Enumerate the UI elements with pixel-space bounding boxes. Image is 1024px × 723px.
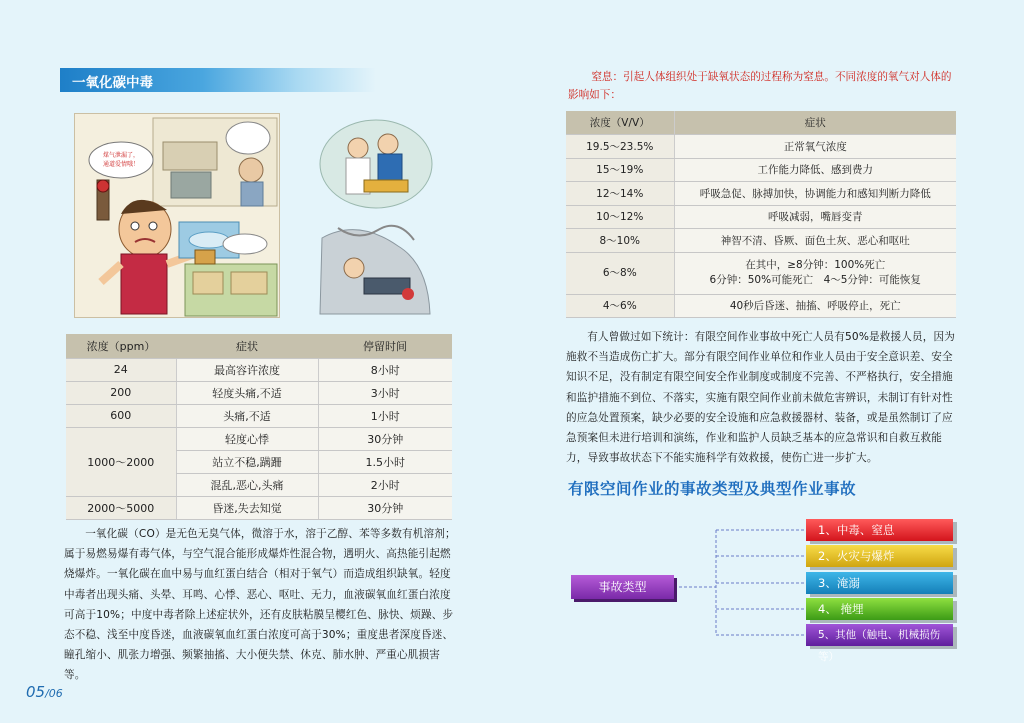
cell-concentration: 2000～5000 bbox=[66, 496, 176, 519]
cell-symptom: 40秒后昏迷、抽搐、呼吸停止，死亡 bbox=[674, 294, 956, 318]
table-row bbox=[566, 182, 956, 206]
accident-types-diagram bbox=[566, 512, 966, 663]
table-row bbox=[566, 294, 956, 318]
table-row bbox=[566, 158, 956, 182]
col-header-concentration: 浓度（ppm） bbox=[66, 334, 176, 358]
branch-fire-explosion: 2、火灾与爆炸 bbox=[806, 545, 953, 567]
cell-symptom: 轻度头痛,不适 bbox=[176, 381, 318, 404]
cell-duration: 8小时 bbox=[318, 358, 452, 381]
cell-concentration: 12～14% bbox=[566, 182, 674, 206]
accident-types-title: 有限空间作业的事故类型及典型作业事故 bbox=[568, 480, 857, 498]
cell-symptom: 呼吸急促、脉搏加快，协调能力和感知判断力降低 bbox=[674, 182, 956, 206]
table-row bbox=[66, 496, 452, 519]
cell-concentration: 200 bbox=[66, 381, 176, 404]
bubble-text: 煤气泄漏了， bbox=[102, 152, 140, 159]
cell-concentration: 15～19% bbox=[566, 158, 674, 182]
co-description-paragraph: 一氧化碳（CO）是无色无臭气体，微溶于水，溶于乙醇、苯等多数有机溶剂；属于易燃易爆有毒气体，与空气混合能形成爆炸性混合物，遇明火、高热能引起燃烧爆炸。一氧化碳在血中易与血红蛋白结合（相对于氧气）而造成组织缺氧。轻度中毒者出现头痛、头晕、耳鸣、心悸、恶心、呕吐、无力，血液碳氧血红蛋白浓度可高于10%；中度中毒者除上述症状外，还有皮肤粘膜呈樱红色、脉快、烦躁、步态不稳、浅至中度昏迷，血液碳氧血红蛋白浓度可高于30%；重度患者深度昏迷、瞳孔缩小、肌张力增强、频繁抽搐、大小便失禁、休克、肺水肿、严重心肌损害等。 bbox=[64, 528, 456, 682]
rescue-statistics-paragraph: 有人曾做过如下统计：有限空间作业事故中死亡人员有50%是救援人员，因为施救不当造成伤亡扩大。部分有限空间作业单位和作业人员由于安全意识差、安全知识不足，没有制定有限空间安全作业制度或制度不完善、不严格执行，安全措施和监护措施不到位、不落实，实施有限空间作业前未做危害辨识，未制订有针对性的应急处置预案，缺少必要的安全设施和应急救援器材、装备，或是虽然制订了应急预案但未进行培训和演练，作业和监护人员缺乏基本的应急常识和自救互救能力，导致事故状态下不能实施科学有效救援，使伤亡进一步扩大。 bbox=[566, 331, 955, 465]
cell-duration: 1.5小时 bbox=[318, 450, 452, 473]
cell-symptom bbox=[674, 252, 956, 294]
table-row bbox=[566, 205, 956, 229]
cell-duration: 30分钟 bbox=[318, 496, 452, 519]
cell-symptom: 头痛,不适 bbox=[176, 404, 318, 427]
illustration-co-poisoning bbox=[74, 113, 280, 318]
cell-concentration: 10～12% bbox=[566, 205, 674, 229]
cell-duration: 3小时 bbox=[318, 381, 452, 404]
section-header-co bbox=[60, 68, 376, 92]
illustration-rescue bbox=[318, 118, 434, 316]
cell-symptom: 站立不稳,蹒跚 bbox=[176, 450, 318, 473]
col-header-concentration: 浓度（V/V） bbox=[566, 111, 674, 135]
col-header-symptom: 症状 bbox=[176, 334, 318, 358]
svg-text:通道爱情哦！: 通道爱情哦！ bbox=[102, 161, 140, 168]
cell-symptom: 神智不清、昏厥、面色土灰、恶心和呕吐 bbox=[674, 229, 956, 253]
branch-other: 5、其他（触电、机械损伤等） bbox=[806, 624, 953, 646]
cell-symptom-line2: 6分钟：50%可能死亡 4～5分钟：可能恢复 bbox=[709, 274, 921, 286]
cell-symptom: 昏迷,失去知觉 bbox=[176, 496, 318, 519]
cell-concentration: 19.5～23.5% bbox=[566, 135, 674, 159]
table-row bbox=[66, 404, 452, 427]
table-header-row bbox=[66, 334, 452, 358]
table-row bbox=[66, 358, 452, 381]
cell-symptom: 混乱,恶心,头痛 bbox=[176, 473, 318, 496]
col-header-symptom: 症状 bbox=[674, 111, 956, 135]
col-header-duration: 停留时间 bbox=[318, 334, 452, 358]
table-row bbox=[566, 229, 956, 253]
table-header-row bbox=[566, 111, 956, 135]
cell-symptom: 轻度心悸 bbox=[176, 427, 318, 450]
root-node-accident-types: 事故类型 bbox=[571, 575, 674, 599]
cell-concentration: 6～8% bbox=[566, 252, 674, 294]
asphyxia-intro: 窒息：引起人体组织处于缺氧状态的过程称为窒息。不同浓度的氧气对人体的影响如下： bbox=[568, 71, 952, 101]
cell-concentration: 1000～2000 bbox=[66, 427, 176, 496]
branch-drowning: 3、淹溺 bbox=[806, 572, 953, 594]
section-title: 一氧化碳中毒 bbox=[72, 75, 153, 91]
cell-duration: 2小时 bbox=[318, 473, 452, 496]
cell-duration: 30分钟 bbox=[318, 427, 452, 450]
table-row bbox=[66, 381, 452, 404]
page-number bbox=[26, 682, 63, 701]
cell-symptom: 最高容许浓度 bbox=[176, 358, 318, 381]
table-row bbox=[566, 252, 956, 294]
cell-symptom: 工作能力降低、感到费力 bbox=[674, 158, 956, 182]
branch-poisoning-asphyxia: 1、中毒、窒息 bbox=[806, 519, 953, 541]
oxygen-concentration-table bbox=[566, 111, 956, 318]
cell-concentration: 600 bbox=[66, 404, 176, 427]
co-concentration-table bbox=[66, 334, 452, 520]
cell-concentration: 4～6% bbox=[566, 294, 674, 318]
page-number-current: 05 bbox=[26, 683, 46, 701]
branch-burial: 4、 掩埋 bbox=[806, 598, 953, 620]
cell-concentration: 8～10% bbox=[566, 229, 674, 253]
cell-concentration: 24 bbox=[66, 358, 176, 381]
table-row bbox=[66, 427, 452, 450]
table-row bbox=[566, 135, 956, 159]
cell-symptom: 呼吸减弱，嘴唇变青 bbox=[674, 205, 956, 229]
cell-symptom-line1: 在其中，≥8分钟：100%死亡 bbox=[745, 259, 886, 271]
cell-symptom: 正常氧气浓度 bbox=[674, 135, 956, 159]
page-number-total: /06 bbox=[45, 687, 63, 700]
cell-duration: 1小时 bbox=[318, 404, 452, 427]
